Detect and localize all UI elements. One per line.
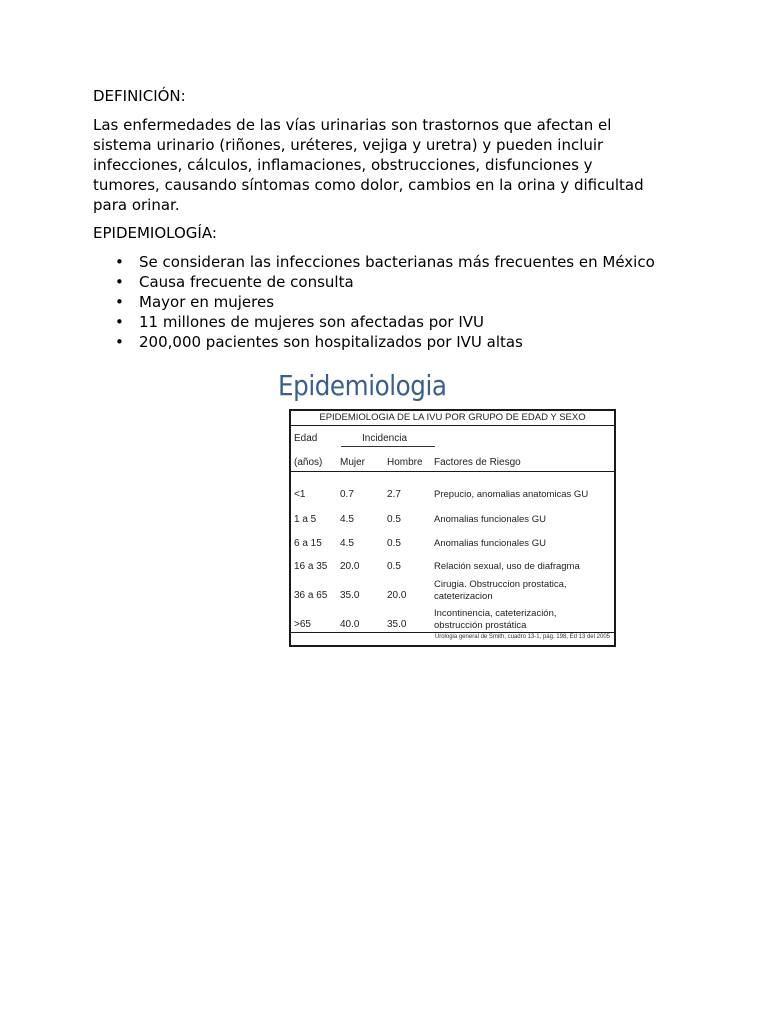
cell-edad: 1 a 5: [294, 514, 317, 525]
bullet-item: [93, 312, 733, 332]
table-rule: [291, 425, 614, 426]
definicion-line: infecciones, cálculos, inflamaciones, obstrucciones, disfunciones y: [93, 156, 593, 174]
cell-factores: Relación sexual, uso de diafragma: [434, 561, 580, 572]
bullet-item: [93, 332, 733, 352]
bullet-text: Se consideran las infecciones bacterianas más frecuentes en México: [139, 253, 655, 271]
cell-factores: Incontinencia, cateterización,: [434, 608, 557, 619]
table-source: Urologia general de Smith, cuadro 13-1, pág. 198, Ed 13 del 2005: [434, 634, 610, 640]
cell-factores: cateterizacion: [434, 591, 493, 602]
cell-hombre: 20.0: [387, 590, 407, 601]
cell-factores: Cirugia. Obstruccion prostatica,: [434, 579, 567, 590]
epidemiologia-table: [289, 409, 616, 647]
bullet-text: 200,000 pacientes son hospitalizados por IVU altas: [139, 333, 523, 351]
definicion-line: sistema urinario (riñones, uréteres, vejiga y uretra) y pueden incluir: [93, 136, 604, 154]
cell-mujer: 4.5: [340, 538, 354, 549]
cell-mujer: 35.0: [340, 590, 360, 601]
definicion-line: para orinar.: [93, 196, 180, 214]
table-caption: EPIDEMIOLOGIA DE LA IVU POR GRUPO DE EDAD Y SEXO: [319, 412, 586, 423]
cell-hombre: 2.7: [387, 489, 401, 500]
header-anos: (años): [294, 457, 323, 468]
bullet-text: Mayor en mujeres: [139, 293, 275, 311]
cell-mujer: 4.5: [340, 514, 354, 525]
bullet-item: [93, 252, 733, 272]
cell-hombre: 0.5: [387, 514, 401, 525]
bullet-text: Causa frecuente de consulta: [139, 273, 354, 291]
epidemiologia-heading: EPIDEMIOLOGÍA:: [93, 224, 217, 242]
epidemiologia-bullet-list: [93, 252, 733, 352]
bullet-text: 11 millones de mujeres son afectadas por IVU: [139, 313, 485, 331]
incidencia-underline: [341, 446, 435, 447]
cell-factores: obstrucción prostática: [434, 620, 527, 631]
cell-hombre: 35.0: [387, 619, 407, 630]
header-incidencia: Incidencia: [362, 433, 408, 444]
cell-edad: >65: [294, 619, 311, 630]
table-rule: [291, 471, 614, 472]
cell-edad: 36 a 65: [294, 590, 328, 601]
bullet-icon: •: [115, 273, 124, 291]
header-hombre: Hombre: [387, 457, 423, 468]
header-factores: Factores de Riesgo: [434, 457, 521, 468]
cell-factores: Anomalias funcionales GU: [434, 538, 546, 549]
cell-factores: Prepucio, anomalias anatomicas GU: [434, 489, 589, 500]
bullet-icon: •: [115, 253, 124, 271]
cell-edad: 16 a 35: [294, 561, 328, 572]
cell-mujer: 0.7: [340, 489, 354, 500]
definicion-line: tumores, causando síntomas como dolor, cambios en la orina y dificultad: [93, 176, 644, 194]
cell-edad: <1: [294, 489, 306, 500]
header-mujer: Mujer: [340, 457, 366, 468]
figure-title: Epidemiologia: [278, 369, 447, 402]
bullet-item: [93, 272, 733, 292]
definicion-heading: DEFINICIÓN:: [93, 87, 186, 105]
bullet-icon: •: [115, 313, 124, 331]
bullet-item: [93, 292, 733, 312]
cell-factores: Anomalias funcionales GU: [434, 514, 546, 525]
bullet-icon: •: [115, 293, 124, 311]
cell-edad: 6 a 15: [294, 538, 322, 549]
cell-hombre: 0.5: [387, 538, 401, 549]
cell-mujer: 20.0: [340, 561, 360, 572]
bullet-icon: •: [115, 333, 124, 351]
cell-hombre: 0.5: [387, 561, 401, 572]
definicion-line: Las enfermedades de las vías urinarias son trastornos que afectan el: [93, 116, 612, 134]
definicion-paragraph: [93, 115, 693, 215]
epidemiologia-figure: [275, 365, 621, 652]
table-rule: [291, 632, 614, 633]
cell-mujer: 40.0: [340, 619, 360, 630]
header-edad: Edad: [294, 433, 318, 444]
